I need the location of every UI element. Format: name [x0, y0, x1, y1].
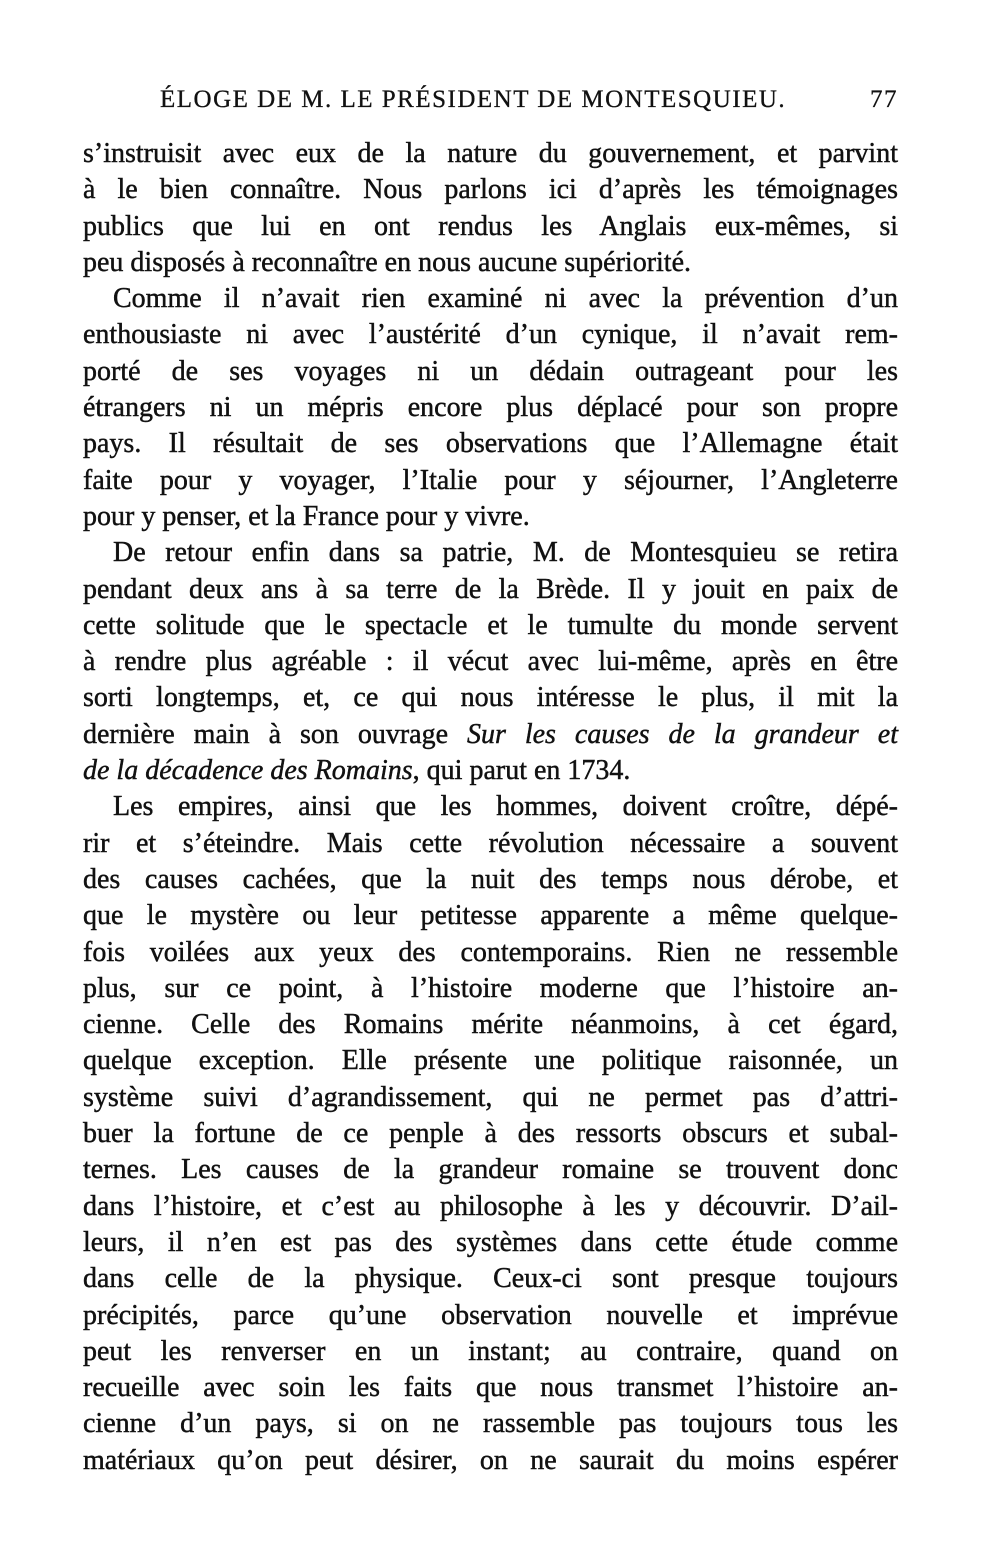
text-line: pour y penser, et la France pour y vivre. — [83, 500, 530, 532]
text-line: leurs, il n’en est pas des systèmes dans cette étude comme — [83, 1226, 898, 1258]
text-line: Les empires, ainsi que les hommes, doivent croître, dépé- — [113, 791, 898, 823]
text-line: à le bien connaître. Nous parlons ici d’après les témoignages — [83, 174, 898, 206]
italic-title: de la décadence des Romains — [83, 755, 413, 787]
text-line: matériaux qu’on peut désirer, on ne saurait du moins espérer — [83, 1444, 898, 1476]
text-line: peut les renverser en un instant; au contraire, quand on — [83, 1335, 898, 1367]
text-line: étrangers ni un mépris encore plus déplacé pour son propre — [83, 392, 898, 424]
text-segment: dernière main à son ouvrage — [83, 718, 467, 750]
text-line: dans celle de la physique. Ceux-ci sont presque toujours — [83, 1263, 898, 1295]
text-line: ternes. Les causes de la grandeur romaine se trouvent donc — [83, 1154, 898, 1186]
text-line: rir et s’éteindre. Mais cette révolution nécessaire a souvent — [83, 827, 898, 859]
text-line: recueille avec soin les faits que nous transmet l’histoire an- — [83, 1372, 898, 1404]
text-line: pays. Il résultait de ses observations que l’Allemagne était — [83, 428, 898, 460]
text-line: porté de ses voyages ni un dédain outrageant pour les — [83, 355, 898, 387]
text-line: précipités, parce qu’une observation nouvelle et imprévue — [83, 1299, 898, 1331]
text-line: à rendre plus agréable : il vécut avec lui-même, après en être — [83, 646, 898, 678]
text-line: cienne. Celle des Romains mérite néanmoins, à cet égard, — [83, 1009, 898, 1041]
text-segment: , qui parut en 1734. — [412, 755, 631, 787]
text-line: enthousiaste ni avec l’austérité d’un cynique, il n’avait rem- — [83, 319, 898, 351]
text-line — [83, 753, 898, 789]
text-line: publics que lui en ont rendus les Anglais eux-mêmes, si — [83, 210, 898, 242]
text-line: Comme il n’avait rien examiné ni avec la prévention d’un — [113, 283, 898, 315]
text-line: pendant deux ans à sa terre de la Brède. Il y jouit en paix de — [83, 573, 898, 605]
text-line: buer la fortune de ce penple à des ressorts obscurs et subal- — [83, 1118, 898, 1150]
text-line: quelque exception. Elle présente une politique raisonnée, un — [83, 1045, 898, 1077]
text-line: des causes cachées, que la nuit des temps nous dérobe, et — [83, 863, 898, 895]
italic-title: Sur les causes de la grandeur et — [466, 718, 898, 750]
running-header — [160, 86, 898, 122]
text-line: cienne d’un pays, si on ne rassemble pas toujours tous les — [83, 1408, 898, 1440]
text-line: système suivi d’agrandissement, qui ne permet pas d’attri- — [83, 1081, 898, 1113]
text-line: sorti longtemps, et, ce qui nous intéresse le plus, il mit la — [83, 682, 898, 714]
text-line: fois voilées aux yeux des contemporains. Rien ne ressemble — [83, 936, 898, 968]
text-line: que le mystère ou leur petitesse apparente a même quelque- — [83, 900, 898, 932]
text-line — [83, 717, 898, 753]
text-line: peu disposés à reconnaître en nous aucune supériorité. — [83, 246, 692, 278]
text-line: dans l’histoire, et c’est au philosophe à les y découvrir. D’ail- — [83, 1190, 898, 1222]
text-line: cette solitude que le spectacle et le tumulte du monde servent — [83, 609, 898, 641]
text-line: faite pour y voyager, l’Italie pour y séjourner, l’Angleterre — [83, 464, 898, 496]
text-line: De retour enfin dans sa patrie, M. de Montesquieu se retira — [113, 537, 898, 569]
body-text — [83, 136, 898, 1479]
text-line: plus, sur ce point, à l’histoire moderne que l’histoire an- — [83, 972, 898, 1004]
page-number: 77 — [870, 86, 898, 113]
running-title: ÉLOGE DE M. LE PRÉSIDENT DE MONTESQUIEU. — [160, 86, 787, 113]
text-line: s’instruisit avec eux de la nature du gouvernement, et parvint — [83, 138, 898, 169]
